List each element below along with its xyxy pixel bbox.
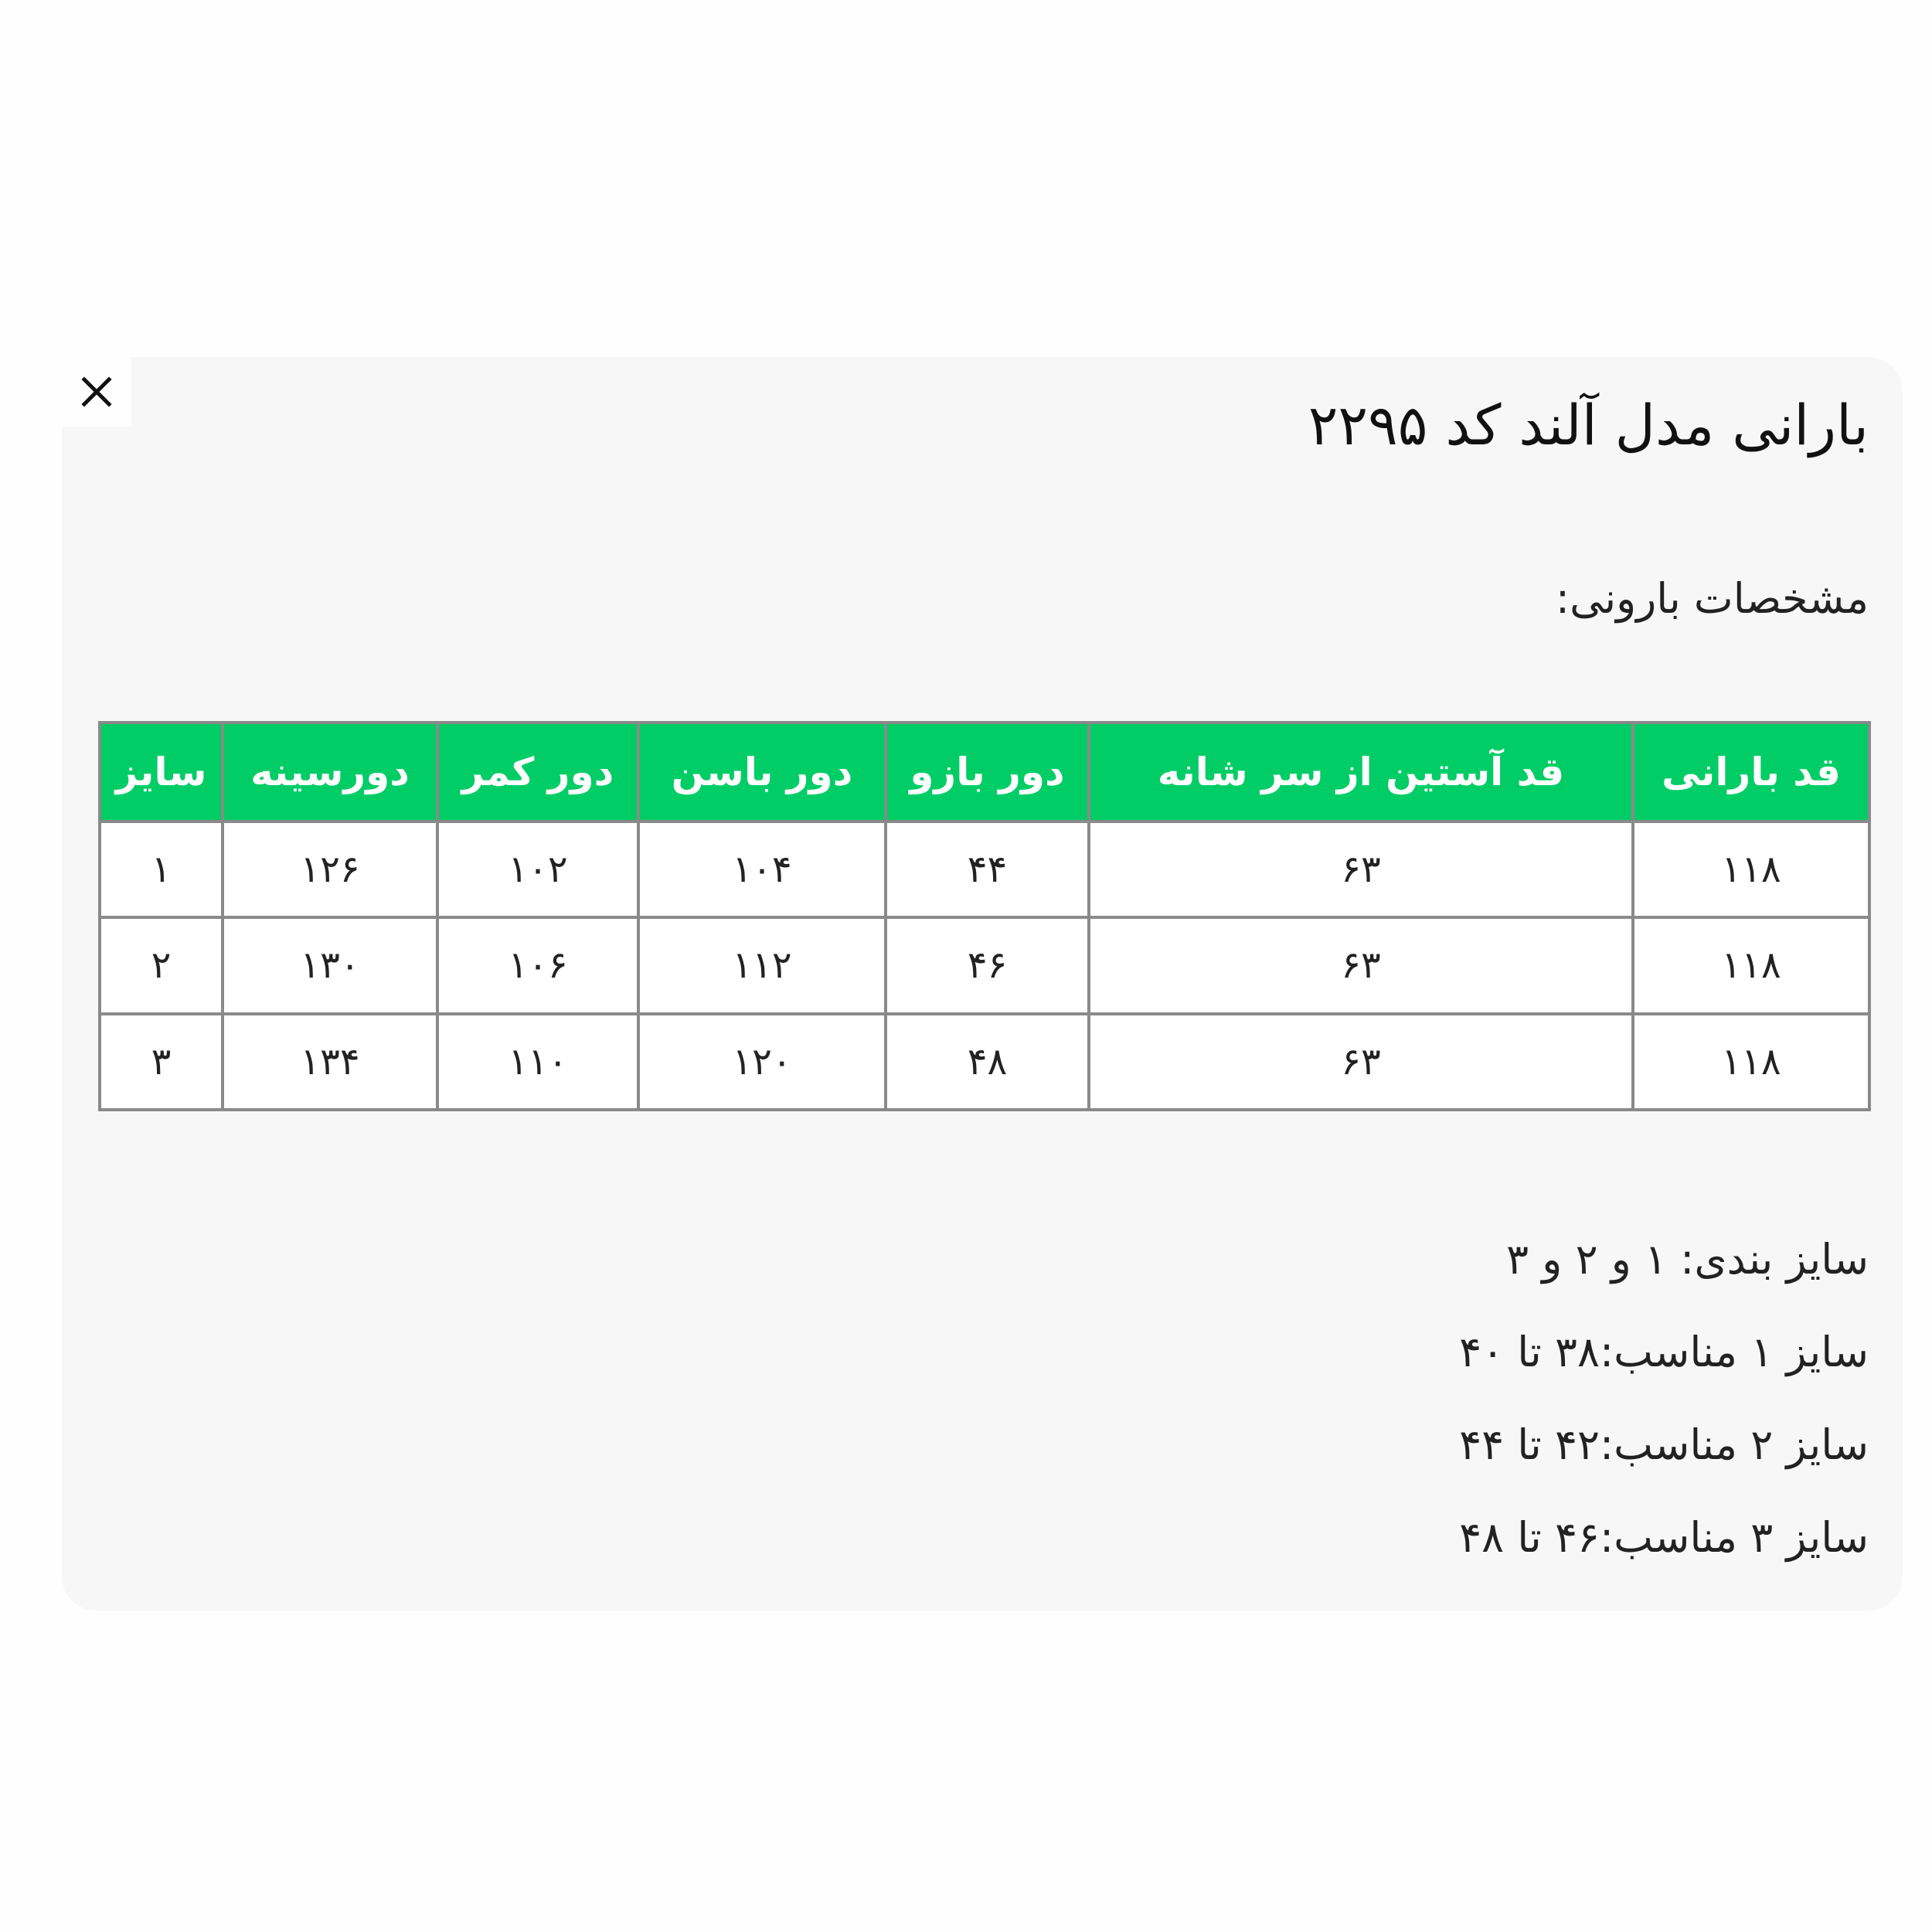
table-cell: ۶۳ [1089,917,1633,1013]
table-cell: ۱۳۰ [223,917,437,1013]
table-cell: ۱۰۲ [437,821,638,917]
table-cell: ۱۳۴ [223,1014,437,1110]
table-cell: ۱۱۰ [437,1014,638,1110]
header-waist-circumference: دور کمر [437,723,638,821]
close-button[interactable] [62,357,131,427]
header-size: سایز [100,723,223,821]
header-chest-circumference: دورسینه [223,723,437,821]
table-cell: ۱۱۸ [1633,821,1869,917]
table-cell: ۶۳ [1089,1014,1633,1110]
note-size-1: سایز ۱ مناسب:۳۸ تا ۴۰ [1459,1328,1869,1376]
specs-heading: مشخصات بارونی: [1555,574,1869,623]
table-row [100,1014,1869,1110]
table-cell: ۱۱۲ [638,917,886,1013]
size-table [98,721,1871,1111]
close-icon [80,375,114,409]
table-cell: ۳ [100,1014,223,1110]
size-notes [1459,1213,1869,1584]
header-hip-circumference: دور باسن [638,723,886,821]
table-cell: ۱۱۸ [1633,1014,1869,1110]
table-cell: ۲ [100,917,223,1013]
header-arm-circumference: دور بازو [886,723,1089,821]
table-cell: ۱۰۴ [638,821,886,917]
table-cell: ۱۲۶ [223,821,437,917]
table-cell: ۴۴ [886,821,1089,917]
table-cell: ۶۳ [1089,821,1633,917]
table-cell: ۴۶ [886,917,1089,1013]
modal-title: بارانی مدل آلند کد ۲۲۹۵ [1308,393,1869,457]
table-cell: ۱ [100,821,223,917]
header-sleeve-length: قد آستین از سر شانه [1089,723,1633,821]
table-row [100,917,1869,1013]
note-size-range: سایز بندی: ۱ و ۲ و ۳ [1506,1235,1869,1284]
header-coat-length: قد بارانی [1633,723,1869,821]
table-cell: ۴۸ [886,1014,1089,1110]
note-size-3: سایز ۳ مناسب:۴۶ تا ۴۸ [1459,1513,1869,1562]
table-header-row [100,723,1869,821]
table-cell: ۱۱۸ [1633,917,1869,1013]
table-cell: ۱۲۰ [638,1014,886,1110]
note-size-2: سایز ۲ مناسب:۴۲ تا ۴۴ [1459,1420,1869,1469]
table-cell: ۱۰۶ [437,917,638,1013]
table-row [100,821,1869,917]
